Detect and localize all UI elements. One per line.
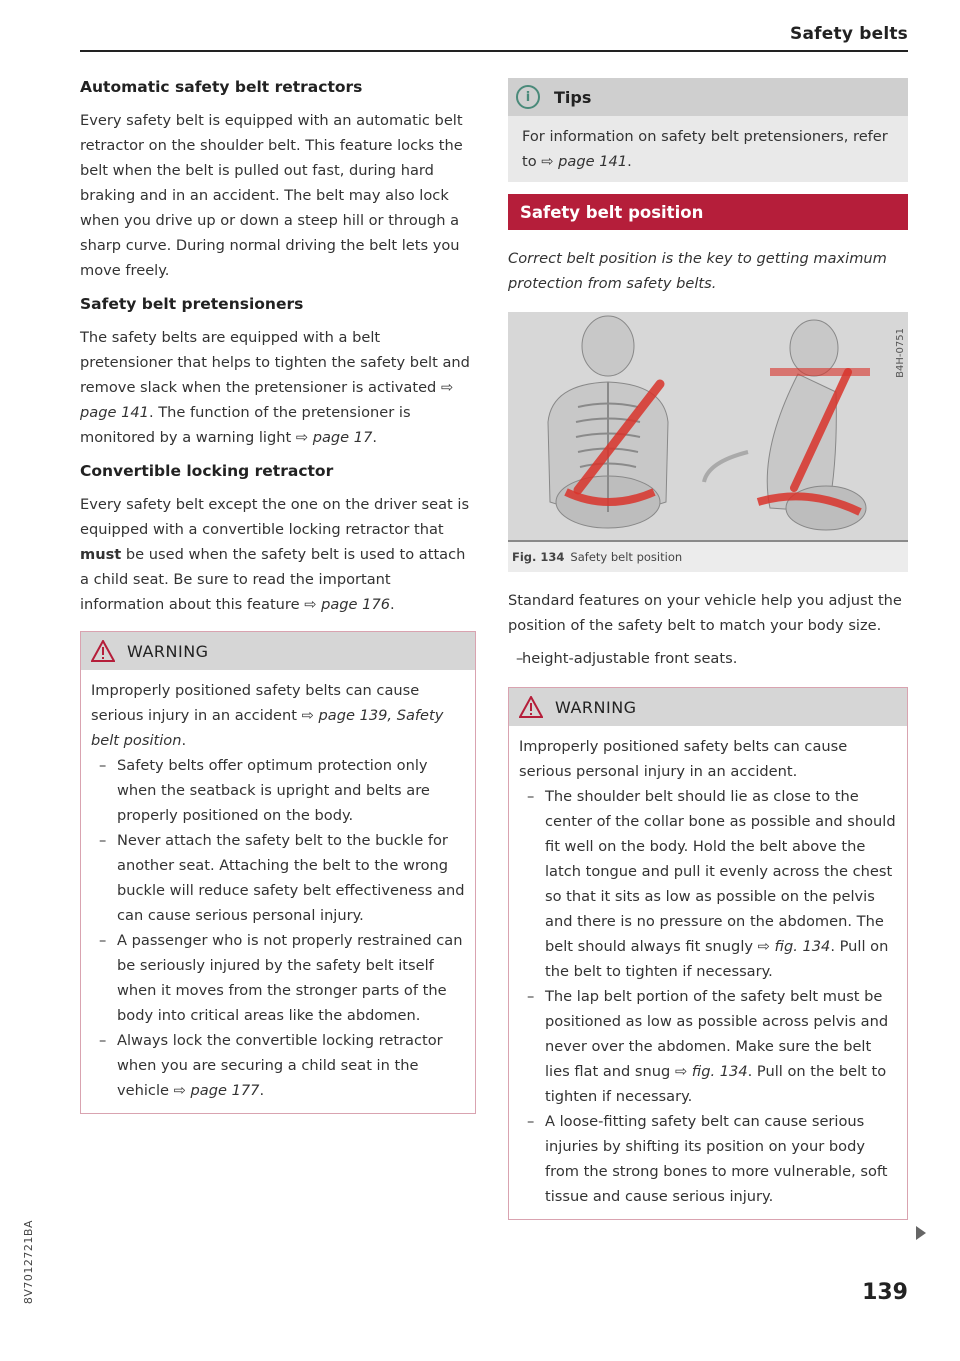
section-title: Safety belts xyxy=(790,24,908,44)
info-icon: i xyxy=(516,85,540,109)
page-176-link[interactable]: ⇨ page 176 xyxy=(304,596,391,613)
header-rule xyxy=(80,50,908,52)
figure-134 xyxy=(508,312,908,572)
warning-triangle-icon xyxy=(519,696,543,718)
page-number: 139 xyxy=(862,1280,908,1305)
tips-box xyxy=(508,78,908,182)
warning-intro: Improperly positioned safety belts can cause serious injury in an accident ⇨ page 139, Safety belt position. xyxy=(91,682,444,749)
tips-title: Tips xyxy=(554,87,592,107)
document-code: 8V7012721BA xyxy=(22,1220,35,1305)
figure-code: B4H-0751 xyxy=(895,328,906,378)
fig-134-link[interactable]: ⇨ fig. 134 xyxy=(674,1063,748,1080)
list-item: – A passenger who is not properly restrained can be seriously injured by the safety belt itself when it moves from the stronger parts of the body into critical areas like the abdomen. xyxy=(91,928,465,1028)
fig-134-link[interactable]: ⇨ fig. 134 xyxy=(757,938,831,955)
locking-retractor-text: Every safety belt except the one on the driver seat is equipped with a convertible locking retractor that must be used when the safety belt is used to attach a child seat. Be sure to read the important information about this feature ⇨ page 176. xyxy=(80,496,470,613)
body-text: Standard features on your vehicle help you adjust the position of the safety belt to match your body size. xyxy=(508,592,902,634)
heading-locking-retractor: Convertible locking retractor xyxy=(80,462,334,480)
page-141-link[interactable]: ⇨ page 141 xyxy=(541,153,628,170)
list-item: – The shoulder belt should lie as close to the center of the collar bone as possible and should fit well on the body. Hold the belt above the latch tongue and pull it evenly across the chest so that it sits as low as possible on the pelvis and there is no pressure on the abdomen. The belt should always fit snugly ⇨ fig. 134. Pull on the belt to tighten if necessary. xyxy=(519,784,897,984)
tips-header xyxy=(508,78,908,116)
page-177-link[interactable]: ⇨ page 177 xyxy=(173,1082,260,1099)
warning-header xyxy=(81,632,475,670)
feature-list xyxy=(508,646,908,671)
right-column xyxy=(508,70,908,1220)
belt-position-illustration xyxy=(508,312,908,540)
list-item: – The lap belt portion of the safety belt must be positioned as low as possible across pelvis and never over the abdomen. Make sure the belt lies flat and snug ⇨ fig. 134. Pull on the belt to tighten if necessary. xyxy=(519,984,897,1109)
warning-list xyxy=(91,753,465,1103)
warning-triangle-icon xyxy=(91,640,115,662)
warning-title: WARNING xyxy=(127,641,209,661)
list-item: – Safety belts offer optimum protection only when the seatback is upright and belts are properly positioned on the body. xyxy=(91,753,465,828)
list-item: – A loose-fitting safety belt can cause serious injuries by shifting its position on your body from the strong bones to more vulnerable, soft tissue and cause serious injury. xyxy=(519,1109,897,1209)
warning-box-right xyxy=(508,687,908,1220)
figure-caption: Fig. 134 Safety belt position xyxy=(512,550,683,564)
page-141-link[interactable]: ⇨ page 141 xyxy=(80,379,454,421)
heading-pretensioners: Safety belt pretensioners xyxy=(80,295,304,313)
continue-arrow-icon xyxy=(916,1226,926,1240)
pretensioners-text: The safety belts are equipped with a belt pretensioner that helps to tighten the safety belt and remove slack when the pretensioner is activated ⇨ page 141. The function of the pretensioner is monitored by a warning light ⇨ page 17. xyxy=(80,329,470,446)
warning-title: WARNING xyxy=(555,697,637,717)
warning-header xyxy=(509,688,907,726)
list-item: – Never attach the safety belt to the buckle for another seat. Attaching the belt to the wrong buckle will reduce safety belt effectiveness and can cause serious personal injury. xyxy=(91,828,465,928)
warning-intro: Improperly positioned safety belts can cause serious personal injury in an accident. xyxy=(519,738,848,780)
heading-retractors: Automatic safety belt retractors xyxy=(80,78,363,96)
page-139-link[interactable]: ⇨ page 139, Safety belt position xyxy=(91,707,444,749)
list-item: – height-adjustable front seats. xyxy=(508,646,908,671)
figure-illustration xyxy=(508,312,908,542)
warning-list xyxy=(519,784,897,1209)
left-column xyxy=(80,70,476,1114)
section-banner: Safety belt position xyxy=(508,194,908,230)
warning-box-left xyxy=(80,631,476,1114)
tips-text: For information on safety belt pretensioners, refer to ⇨ page 141. xyxy=(522,128,888,170)
page-17-link[interactable]: ⇨ page 17 xyxy=(295,429,373,446)
list-item: – Always lock the convertible locking retractor when you are securing a child seat in the vehicle ⇨ page 177. xyxy=(91,1028,465,1103)
retractors-text: Every safety belt is equipped with an automatic belt retractor on the shoulder belt. This feature locks the belt when the belt is pulled out fast, during hard braking and in an accident. The belt may also lock when you drive up or down a steep hill or through a sharp curve. During normal driving the belt lets you move freely. xyxy=(80,112,463,279)
lead-text: Correct belt position is the key to getting maximum protection from safety belts. xyxy=(508,250,887,292)
